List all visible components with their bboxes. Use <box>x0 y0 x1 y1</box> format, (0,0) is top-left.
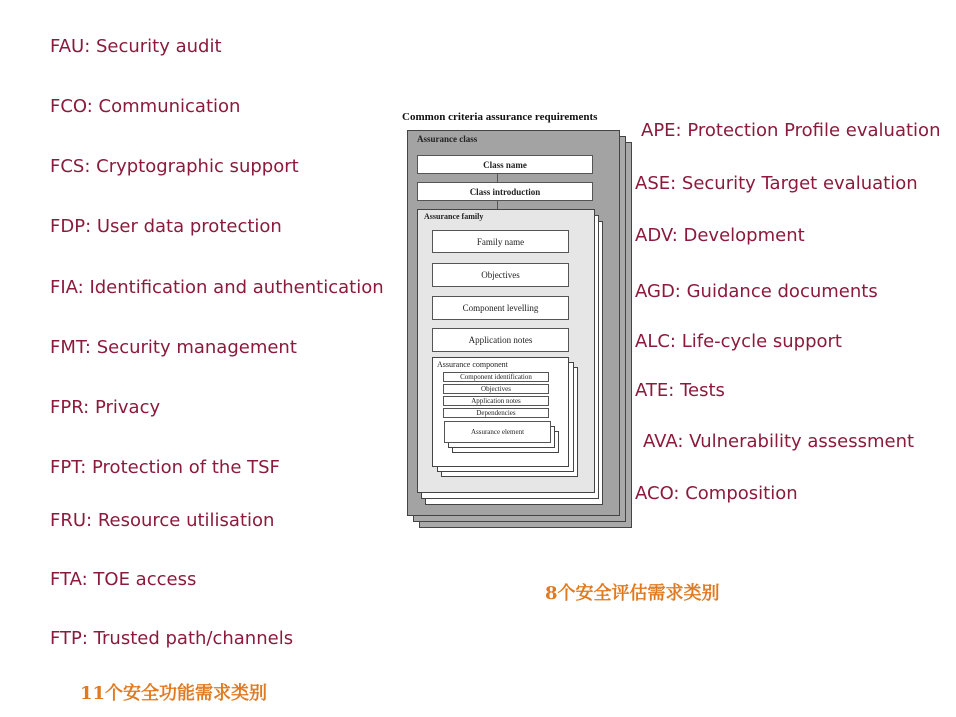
functional-class-item: FRU: Resource utilisation <box>50 510 275 531</box>
assurance-component-label: Assurance component <box>437 360 508 369</box>
functional-class-item: FTP: Trusted path/channels <box>50 628 294 649</box>
family-name-box: Family name <box>432 230 569 253</box>
assurance-class-item: AVA: Vulnerability assessment <box>643 431 915 452</box>
connector-line <box>497 174 498 182</box>
functional-class-item: FCS: Cryptographic support <box>50 156 299 177</box>
objectives-box: Objectives <box>432 263 569 287</box>
assurance-element-box: Assurance element <box>444 421 551 443</box>
application-notes-box: Application notes <box>432 328 569 352</box>
functional-class-item: FTA: TOE access <box>50 569 197 590</box>
functional-class-item: FDP: User data protection <box>50 216 282 237</box>
assurance-summary: 8个安全评估需求类别 <box>545 583 720 604</box>
functional-class-item: FPR: Privacy <box>50 397 161 418</box>
functional-class-item: FAU: Security audit <box>50 36 222 57</box>
class-name-box: Class name <box>417 155 593 174</box>
functional-class-item: FMT: Security management <box>50 337 297 358</box>
assurance-family-label: Assurance family <box>424 212 484 221</box>
diagram-title: Common criteria assurance requirements <box>402 111 598 123</box>
assurance-class-item: APE: Protection Profile evaluation <box>641 120 941 141</box>
assurance-class-item: ATE: Tests <box>635 380 725 401</box>
functional-class-item: FIA: Identification and authentication <box>50 277 384 298</box>
component-application-notes-box: Application notes <box>443 396 549 406</box>
assurance-class-item: ACO: Composition <box>635 483 798 504</box>
assurance-class-item: ADV: Development <box>635 225 805 246</box>
component-objectives-box: Objectives <box>443 384 549 394</box>
dependencies-box: Dependencies <box>443 408 549 418</box>
component-levelling-box: Component levelling <box>432 296 569 320</box>
assurance-class-item: ASE: Security Target evaluation <box>635 173 918 194</box>
assurance-class-item: AGD: Guidance documents <box>635 281 878 302</box>
component-identification-box: Component identification <box>443 372 549 382</box>
class-introduction-box: Class introduction <box>417 182 593 201</box>
functional-class-item: FCO: Communication <box>50 96 241 117</box>
functional-summary: 11个安全功能需求类别 <box>80 683 268 704</box>
assurance-class-item: ALC: Life-cycle support <box>635 331 842 352</box>
connector-line <box>497 201 498 209</box>
assurance-class-label: Assurance class <box>417 134 478 144</box>
functional-class-item: FPT: Protection of the TSF <box>50 457 280 478</box>
